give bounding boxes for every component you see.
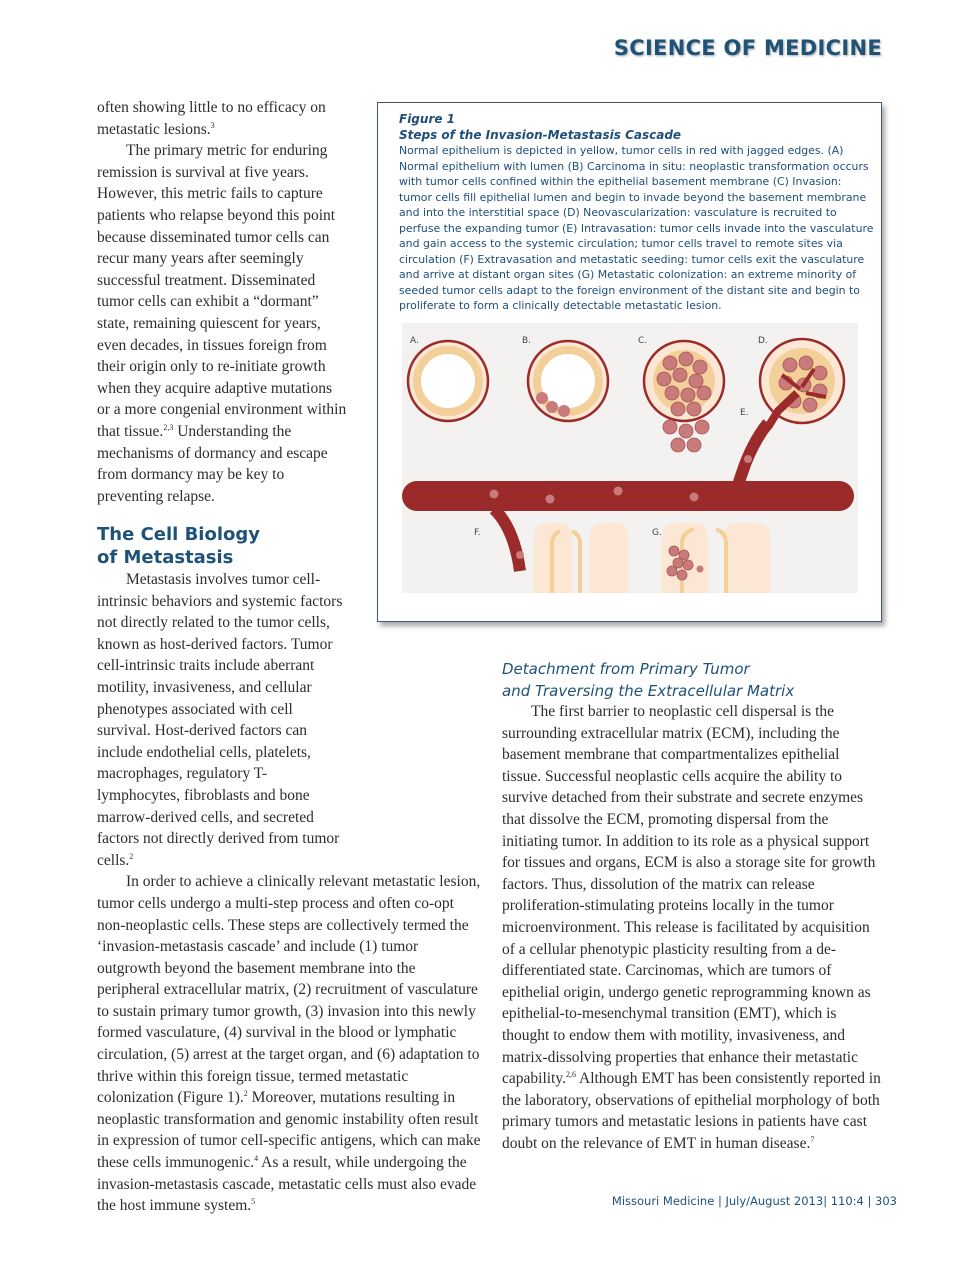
left-column-top xyxy=(97,97,347,507)
figure-caption: Normal epithelium is depicted in yellow, tumor cells in red with jagged edges. (A) Normal epithelium with lumen (B) Carcinoma in situ: neoplastic transformation occurs with tumor cells confined within the epithelial basement membrane (C) Invasion: tumor cells fill epithelial lumen and begin to invade beyond the basement membrane and into the interstitial space (D) Neovascularization: vasculature is recruited to perfuse the expanding tumor (E) Intravasation: tumor cells invade into the vasculature and gain access to the systemic circulation; tumor cells travel to remote sites via circulation (F) Extravasation and metastatic seeding: tumor cells exit the vasculature and arrive at distant organ sites (G) Metastatic colonization: an extreme minority of seeded tumor cells adapt to the foreign environment of the distant site and begin to proliferate to form a clinically detectable metastatic lesion. xyxy=(399,144,874,312)
panel-label-g: G. xyxy=(652,528,662,538)
tumor-cell xyxy=(744,455,752,463)
paragraph-text: Moreover, mutations resulting in neoplastic transformation and genomic instability often result in expression of tumor cell-specific antigens, which can make these cells immunogenic. xyxy=(97,1089,481,1172)
figure-label: Figure 1 xyxy=(399,112,456,126)
reference-marker: 2,6 xyxy=(565,1069,576,1079)
panel-label-d: D. xyxy=(758,336,768,346)
reference-marker: 4 xyxy=(254,1153,259,1163)
section-heading-line: of Metastasis xyxy=(97,547,234,568)
paragraph-text: The first barrier to neoplastic cell dispersal is the surrounding extracellular matrix (ECM), including the basement membrane that compartmentalizes epithelial tissue. Successful neoplastic cells acquire the ability to survive detached from their substrate and secrete enzymes that dissolve the ECM, promoting dispersal from the initiating tumor. In addition to its role as a physical support for tissues and organs, ECM is also a storage site for growth factors. Thus, dissolution of the matrix can release proliferation-stimulating proteins locally in the tumor microenvironment. This release is facilitated by acquisition of a cellular phenotypic plasticity resulting from a de-differentiated state. Carcinomas, which are tumors of epithelial origin, undergo genetic reprogramming known as epithelial-to-mesenchymal transition (EMT), which is thought to endow them with motility, invasiveness, and matrix-dissolving properties that enhance their metastatic capability. xyxy=(502,703,876,1088)
panel-label-b: B. xyxy=(522,336,532,346)
paragraph-text: In order to achieve a clinically relevant metastatic lesion, tumor cells undergo a multi-step process and often co-opt non-neoplastic cells. These steps are collectively termed the ‘invasion-metastasis cascade’ and include (1) tumor outgrowth beyond the basement membrane into the peripheral extracellular matrix, (2) recruitment of vasculature to sustain primary tumor growth, (3) invasion into this newly formed vasculature, (4) survival in the blood or lymphatic circulation, (5) arrest at the target organ, and (6) adaptation to thrive within this foreign tissue, termed metastatic colonization (Figure 1). xyxy=(97,873,481,1107)
figure-caption-block xyxy=(399,112,875,314)
reference-marker: 2 xyxy=(129,851,134,861)
paragraph-text: Although EMT has been consistently reported in the laboratory, observations of epithelial morphology of both primary tumors and metastatic lesions in patients have cast doubt on the relevance of EMT in human disease. xyxy=(502,1070,881,1152)
panel-label-c: C. xyxy=(638,336,648,346)
panel-label-e: E. xyxy=(740,408,749,418)
page-footer: Missouri Medicine | July/August 2013| 110:4 | 303 xyxy=(611,1194,897,1208)
paragraph-text: As a result, while undergoing the invasion-metastasis cascade, metastatic cells must also evade the host immune system. xyxy=(97,1154,477,1215)
section-heading xyxy=(97,523,260,569)
reference-marker: 7 xyxy=(810,1134,815,1144)
paragraph-text: The primary metric for enduring remission is survival at five years. However, this metric fails to capture patients who relapse beyond this point because disseminated tumor cells can recur many years after seemingly successful treatment. Disseminated tumor cells can exhibit a “dormant” state, remaining quiescent for years, even decades, in tissues foreign from their origin only to re-initiate growth when they acquire adaptive mutations or a more congenial environment within that tissue. xyxy=(97,142,347,440)
paragraph xyxy=(97,569,347,871)
figure-title: Steps of the Invasion-Metastasis Cascade xyxy=(399,127,682,142)
paragraph-text: often showing little to no efficacy on metastatic lesions. xyxy=(97,99,326,138)
panel-a-normal-epithelium xyxy=(408,341,488,421)
subsection-heading xyxy=(502,659,794,702)
journal-section-header: SCIENCE OF MEDICINE xyxy=(613,36,882,60)
invasion-metastasis-illustration xyxy=(402,323,858,593)
subsection-heading-line: and Traversing the Extracellular Matrix xyxy=(502,681,795,700)
right-column xyxy=(502,701,882,1154)
blood-vessel xyxy=(402,481,854,511)
panel-b-carcinoma-in-situ xyxy=(528,341,608,421)
panel-label-f: F. xyxy=(474,528,481,538)
paragraph xyxy=(502,701,882,1154)
paragraph xyxy=(97,871,481,1217)
paragraph xyxy=(97,140,347,507)
reference-marker: 5 xyxy=(251,1197,256,1207)
reference-marker: 2 xyxy=(243,1089,248,1099)
panel-label-a: A. xyxy=(410,336,419,346)
subsection-heading-line: Detachment from Primary Tumor xyxy=(502,660,750,678)
paragraph-text: Metastasis involves tumor cell-intrinsic behaviors and systemic factors not directly related to the tumor cells, known as host-derived factors. Tumor cell-intrinsic traits include aberrant motility, invasiveness, and cellular phenotypes associated with cell survival. Host-derived factors can include endothelial cells, platelets, macrophages, regulatory T-lymphocytes, fibroblasts and bone marrow-derived cells, and secreted factors not directly derived from tumor cells. xyxy=(97,571,343,869)
section-heading-line: The Cell Biology xyxy=(97,524,261,545)
figure-box xyxy=(377,102,882,622)
reference-marker: 3 xyxy=(210,120,215,130)
left-column-bottom xyxy=(97,569,481,1217)
paragraph xyxy=(97,97,347,140)
reference-marker: 2,3 xyxy=(163,422,174,432)
paragraph-text: Understanding the mechanisms of dormancy and escape from dormancy may be key to preventing relapse. xyxy=(97,422,328,505)
